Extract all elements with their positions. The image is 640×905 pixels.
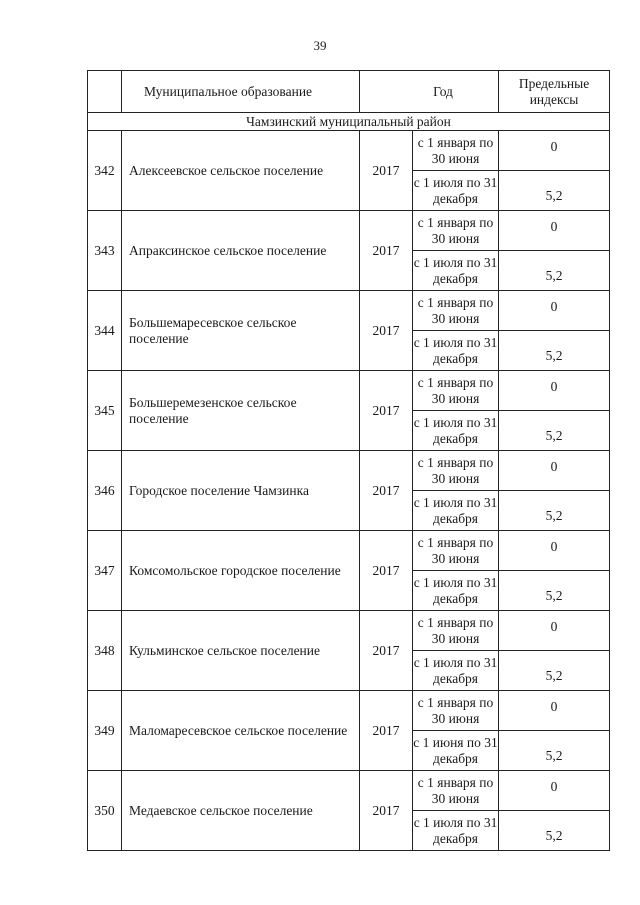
table-row xyxy=(88,371,610,411)
row-number: 343 xyxy=(88,211,122,291)
index-first-half: 0 xyxy=(499,611,610,651)
index-first-half: 0 xyxy=(499,131,610,171)
index-first-half: 0 xyxy=(499,451,610,491)
period-second-half: с 1 июля по 31 декабря xyxy=(413,171,499,211)
row-year: 2017 xyxy=(360,291,413,371)
period-first-half: с 1 января по 30 июня xyxy=(413,451,499,491)
period-second-half: с 1 июля по 31 декабря xyxy=(413,251,499,291)
region-row xyxy=(88,113,610,131)
row-year: 2017 xyxy=(360,371,413,451)
index-first-half: 0 xyxy=(499,211,610,251)
row-year: 2017 xyxy=(360,771,413,851)
row-year: 2017 xyxy=(360,131,413,211)
table-header-row xyxy=(88,71,610,113)
municipality-name: Комсомольское городское поселение xyxy=(122,531,360,611)
row-number: 349 xyxy=(88,691,122,771)
index-first-half: 0 xyxy=(499,531,610,571)
tariff-index-table xyxy=(87,70,610,851)
period-first-half: с 1 января по 30 июня xyxy=(413,131,499,171)
index-second-half: 5,2 xyxy=(499,171,610,211)
region-name: Чамзинский муниципальный район xyxy=(88,113,610,131)
index-second-half: 5,2 xyxy=(499,811,610,851)
index-first-half: 0 xyxy=(499,691,610,731)
row-number: 346 xyxy=(88,451,122,531)
period-first-half: с 1 января по 30 июня xyxy=(413,291,499,331)
row-year: 2017 xyxy=(360,211,413,291)
index-first-half: 0 xyxy=(499,291,610,331)
index-second-half: 5,2 xyxy=(499,251,610,291)
index-second-half: 5,2 xyxy=(499,731,610,771)
table-row xyxy=(88,451,610,491)
period-first-half: с 1 января по 30 июня xyxy=(413,371,499,411)
municipality-name: Большемаресевское сельское поселение xyxy=(122,291,360,371)
row-number: 350 xyxy=(88,771,122,851)
index-second-half: 5,2 xyxy=(499,651,610,691)
header-index: Предельные индексы xyxy=(499,71,610,113)
index-first-half: 0 xyxy=(499,771,610,811)
row-number: 342 xyxy=(88,131,122,211)
row-number: 348 xyxy=(88,611,122,691)
row-year: 2017 xyxy=(360,451,413,531)
index-second-half: 5,2 xyxy=(499,491,610,531)
municipality-name: Маломаресевское сельское поселение xyxy=(122,691,360,771)
municipality-name: Алексеевское сельское поселение xyxy=(122,131,360,211)
row-year: 2017 xyxy=(360,531,413,611)
table-row xyxy=(88,691,610,731)
row-year: 2017 xyxy=(360,611,413,691)
index-first-half: 0 xyxy=(499,371,610,411)
period-second-half: с 1 июля по 31 декабря xyxy=(413,811,499,851)
row-number: 345 xyxy=(88,371,122,451)
header-year: Год xyxy=(360,71,499,113)
header-number xyxy=(88,71,122,113)
period-second-half: с 1 июля по 31 декабря xyxy=(413,411,499,451)
row-number: 344 xyxy=(88,291,122,371)
period-second-half: с 1 июня по 31 декабря xyxy=(413,731,499,771)
period-first-half: с 1 января по 30 июня xyxy=(413,691,499,731)
period-first-half: с 1 января по 30 июня xyxy=(413,211,499,251)
header-municipality: Муниципальное образование xyxy=(122,71,360,113)
table-row xyxy=(88,291,610,331)
row-number: 347 xyxy=(88,531,122,611)
index-second-half: 5,2 xyxy=(499,331,610,371)
period-first-half: с 1 января по 30 июня xyxy=(413,531,499,571)
period-second-half: с 1 июля по 31 декабря xyxy=(413,571,499,611)
table-row xyxy=(88,531,610,571)
municipality-name: Городское поселение Чамзинка xyxy=(122,451,360,531)
page-number: 39 xyxy=(313,38,327,53)
period-second-half: с 1 июля по 31 декабря xyxy=(413,331,499,371)
table-row xyxy=(88,211,610,251)
municipality-name: Апраксинское сельское поселение xyxy=(122,211,360,291)
period-first-half: с 1 января по 30 июня xyxy=(413,611,499,651)
municipality-name: Медаевское сельское поселение xyxy=(122,771,360,851)
period-second-half: с 1 июля по 31 декабря xyxy=(413,491,499,531)
municipality-name: Кульминское сельское поселение xyxy=(122,611,360,691)
index-second-half: 5,2 xyxy=(499,411,610,451)
table-row xyxy=(88,771,610,811)
index-second-half: 5,2 xyxy=(499,571,610,611)
municipality-name: Большеремезенское сельское поселение xyxy=(122,371,360,451)
table-row xyxy=(88,131,610,171)
table-row xyxy=(88,611,610,651)
period-second-half: с 1 июля по 31 декабря xyxy=(413,651,499,691)
row-year: 2017 xyxy=(360,691,413,771)
period-first-half: с 1 января по 30 июня xyxy=(413,771,499,811)
